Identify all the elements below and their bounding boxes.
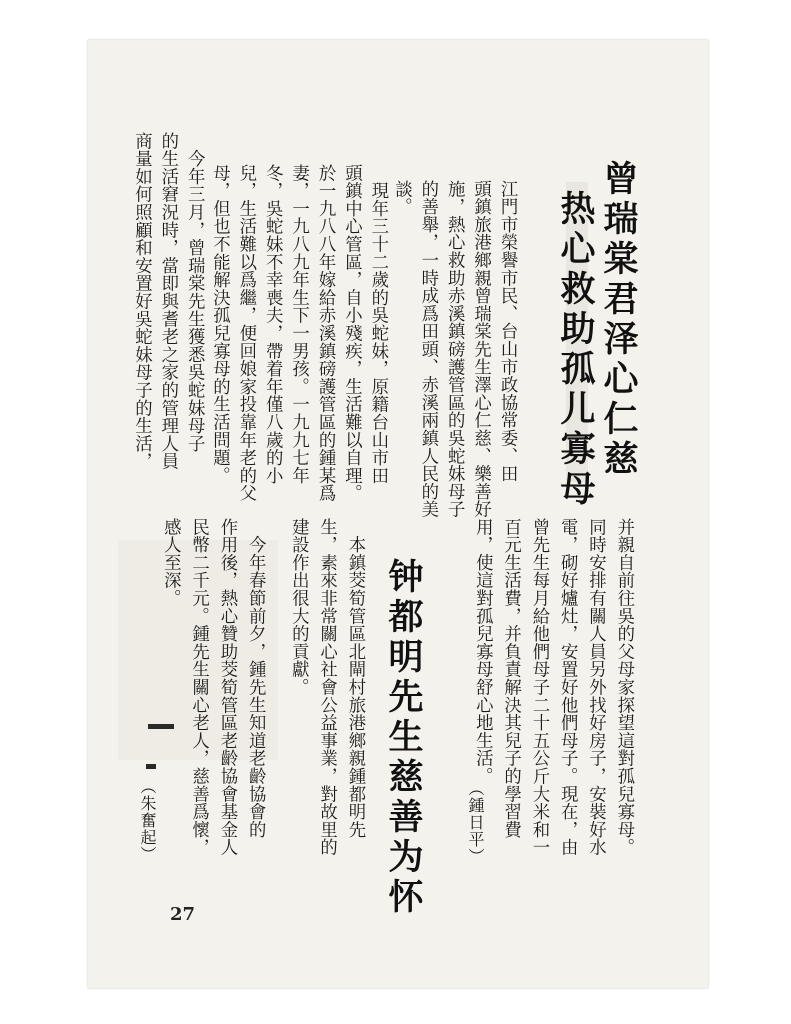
article1-paragraph-2: 現年三十二歲的吳蛇妹，原籍台山市田 頭鎮中心管區，自小殘疾，生活難以自理。 於一九八八年嫁給赤溪鎮磅護管區的鍾某爲 妻，一九八九年生下一男孩。一九九七年 冬，吳蛇妹不幸喪夫，帶着年僅八歲的小 兒，生活難以爲繼，便回娘家投靠年老的父 母，但也不能解決孤兒寡母的生活問題。 bbox=[209, 164, 388, 503]
article1-paragraph-1: 江門市榮譽市民、台山市政協常委、田 頭鎮旅港鄉親曾瑞棠先生澤心仁慈、樂善好 施，熱心救助赤溪鎮磅護管區的吳蛇妹母子 的善舉，一時成爲田頭、赤溪兩鎮人民的美 談。 bbox=[391, 180, 518, 519]
article1-paragraph-4: 并親自前往吳的父母家探望這對孤兒寡母。 同時安排有關人員另外找好房子，安裝好水 電，砌好爐灶，安置好他們母子。現在，由 曾先生每月給他們母子二十五公斤大米和一 百元生活費，并負責解決其兒子的學習費 用，使這對孤兒寡母舒心地生活。 bbox=[472, 518, 634, 857]
article2-author: （朱奮起） bbox=[138, 778, 157, 863]
article1-author: （鍾日平） bbox=[466, 780, 485, 865]
registration-mark bbox=[148, 724, 174, 729]
article2-paragraph-1: 本鎮茭筍管區北閘村旅港鄉親鍾都明先 生，素來非常關心社會公益事業，對故里的 建設作出很大的貢獻。 bbox=[288, 518, 365, 857]
page-number: 27 bbox=[170, 904, 196, 925]
article1-paragraph-3: 今年三月，曾瑞棠先生獲悉吳蛇妹母子 的生活窘況時，當即與耆老之家的管理人員 商量如何照顧和安置好吳蛇妹母子的生活， bbox=[131, 132, 205, 471]
article1-subtitle: 热心救助孤儿寡母 bbox=[555, 190, 596, 510]
article2-title: 钟都明先生慈善为怀 bbox=[383, 558, 424, 918]
article1-title: 曾瑞棠君泽心仁慈 bbox=[598, 160, 639, 480]
registration-mark bbox=[146, 764, 156, 769]
article2-paragraph-2: 今年春節前夕，鍾先生知道老齡協會的 作用後，熱心贊助茭筍管區老齡協會基金人 民幣二千元。鍾先生關心老人，慈善爲懷， 感人至深。 bbox=[160, 518, 266, 857]
magazine-page bbox=[88, 40, 708, 988]
